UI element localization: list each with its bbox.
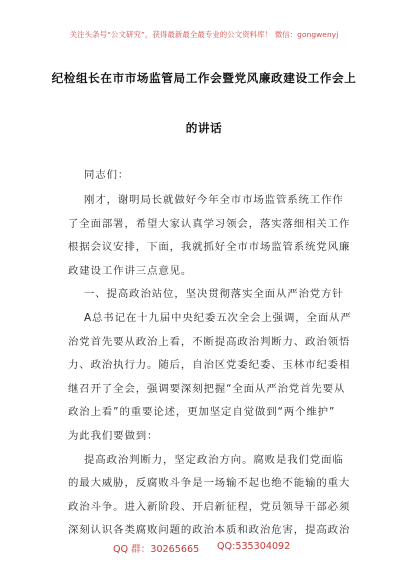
document-title-line-1: 纪检组长在市市场监管局工作会暨党风廉政建设工作会上 bbox=[51, 71, 357, 85]
body-line: 了全面部署，希望大家认真学习领会，落实落细相关工作 bbox=[68, 217, 351, 230]
body-line-overflow-2: 深刻认识各类腐败问题的政治本质和政治危害，提高政治 bbox=[68, 524, 351, 537]
footer-qq-group: QQ 群：30265665 bbox=[113, 544, 200, 555]
body-line: 为此我们要做到： bbox=[68, 430, 159, 442]
footer bbox=[0, 541, 408, 555]
document-title-line-2: 的讲话 bbox=[185, 121, 223, 135]
section-heading: 一、提高政治站位，坚决贯彻落实全面从严治党方针 bbox=[84, 288, 344, 301]
body-line: 刚才，谢明局长就做好今年全市市场监管系统工作作 bbox=[84, 194, 344, 206]
body-line: 根据会议安排，下面，我就抓好全市市场监管系统党风廉 bbox=[68, 241, 351, 254]
body-line: 治党首先要从政治上看，不断提高政治判断力、政治领悟 bbox=[68, 335, 351, 348]
body-line: 提高政治判断力，坚定政治方向。腐败是我们党面临 bbox=[84, 453, 344, 466]
footer-qq-contact: QQ:535304092 bbox=[217, 541, 291, 552]
body-line: 的最大威胁，反腐败斗争是一场输不起也绝不能输的重大 bbox=[68, 477, 351, 490]
body-line: 继召开了全会，强调要深刻把握“全面从严治党首先要从 bbox=[68, 382, 346, 395]
header-banner: 关注头条号“公文研究”，获得最新最全最专业的公文资料库！ 微信：gongwenyj bbox=[69, 30, 339, 39]
salutation: 同志们： bbox=[84, 169, 130, 181]
body-line: 政治上看”的重要论述，更加坚定自觉做到“两个维护” bbox=[68, 406, 336, 419]
body-line: 政建设工作讲三点意见。 bbox=[68, 264, 193, 277]
body-line: 力、政治执行力。随后，自治区党委纪委、玉林市纪委相 bbox=[68, 359, 351, 372]
body-line: A总书记在十九届中央纪委五次全会上强调，全面从严 bbox=[84, 312, 352, 324]
body-line-overflow-1: 政治斗争。进入新阶段、开启新征程，党员领导干部必须 bbox=[68, 500, 351, 513]
